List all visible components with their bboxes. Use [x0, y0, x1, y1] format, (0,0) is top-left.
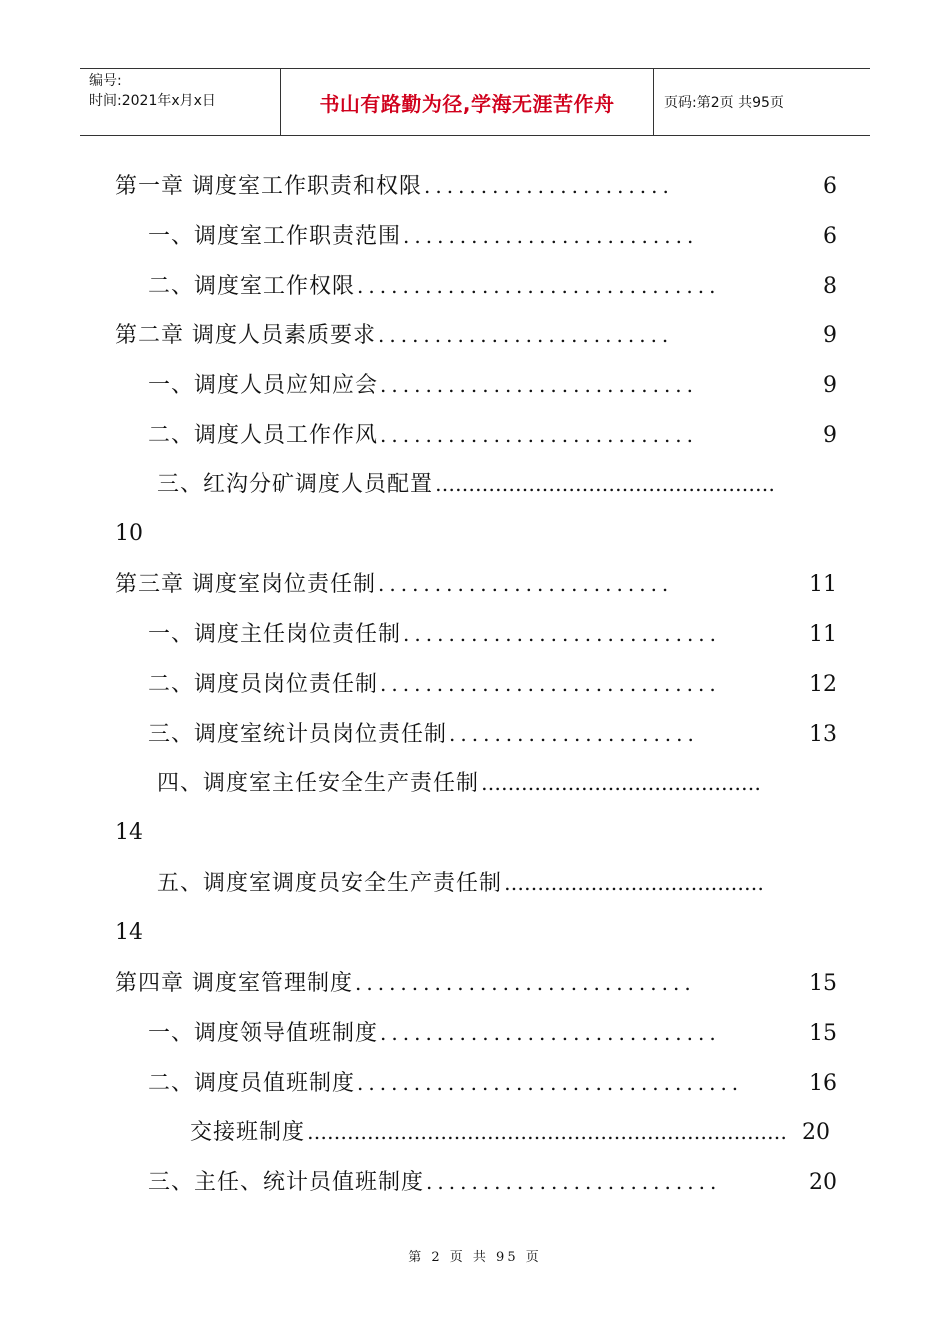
toc-entry-leader: .............................. [380, 672, 721, 696]
toc-entry-title: 二、调度室工作权限 [148, 274, 356, 299]
toc-entry-title: 四、调度室主任安全生产责任制 [157, 771, 480, 796]
toc-entry-page: 9 [823, 373, 837, 398]
toc-entry-title: 一、调度主任岗位责任制 [148, 622, 402, 647]
toc-entry-leader: ……………………………………………………………… [307, 1120, 788, 1144]
toc-entry[interactable] [190, 1117, 830, 1147]
header-motto: 书山有路勤为径,学海无涯苦作舟 [319, 91, 615, 116]
toc-entry[interactable] [148, 420, 837, 450]
header-motto-cell [281, 69, 654, 135]
toc-entry-page: 10 [115, 521, 143, 546]
toc-entry-title: 三、红沟分矿调度人员配置 [157, 472, 434, 497]
header-page-info: 页码:第2页 共95页 [664, 95, 784, 111]
toc-entry-leader: .............................. [380, 1021, 721, 1045]
toc-entry-title: 第一章 调度室工作职责和权限 [115, 174, 422, 199]
toc-entry-title: 交接班制度 [190, 1120, 306, 1145]
toc-entry-page: 6 [823, 224, 837, 249]
toc-entry-leader: ………………………………… [504, 871, 765, 895]
toc-entry-page: 15 [809, 971, 837, 996]
toc-entry-page: 6 [823, 174, 837, 199]
toc-entry-title: 二、调度员值班制度 [148, 1071, 356, 1096]
toc-entry-leader: .......................... [426, 1170, 722, 1194]
toc-entry-page: 12 [809, 672, 837, 697]
toc-entry-page: 20 [802, 1120, 830, 1145]
toc-entry-page: 9 [823, 323, 837, 348]
toc-entry-page: 9 [823, 423, 837, 448]
toc-entry-page: 11 [809, 572, 837, 597]
toc-entry-title: 五、调度室调度员安全生产责任制 [157, 871, 503, 896]
toc-entry-title: 二、调度员岗位责任制 [148, 672, 379, 697]
toc-entry[interactable] [148, 1167, 837, 1197]
toc-entry[interactable] [148, 669, 837, 699]
page-footer: 第 2 页 共 95 页 [408, 1250, 542, 1265]
toc-entry-title: 二、调度人员工作作风 [148, 423, 379, 448]
toc-entry-leader: .......................... [378, 323, 674, 347]
toc-entry-title: 一、调度室工作职责范围 [148, 224, 402, 249]
toc-entry-leader: ...................... [424, 174, 674, 198]
page-header [80, 68, 870, 136]
toc-entry-leader: .............................. [355, 971, 696, 995]
toc-entry[interactable] [148, 719, 837, 749]
toc-entry[interactable] [115, 569, 837, 599]
toc-entry-leader: ............................ [380, 423, 699, 447]
toc-entry-page: 16 [809, 1071, 837, 1096]
toc-entry[interactable] [148, 1068, 837, 1098]
toc-entry-leader: ............................ [403, 622, 722, 646]
toc-entry-leader: ............................ [380, 373, 699, 397]
toc-entry[interactable] [148, 1018, 837, 1048]
toc-entry-title: 第三章 调度室岗位责任制 [115, 572, 376, 597]
toc-entry[interactable] [115, 320, 837, 350]
toc-entry-title: 三、主任、统计员值班制度 [148, 1170, 425, 1195]
toc-entry[interactable] [148, 619, 837, 649]
toc-entry-leader: …………………………………………… [435, 472, 776, 496]
toc-entry-leader: ...................... [449, 722, 699, 746]
toc-entry[interactable] [115, 171, 837, 201]
toc-entry-leader: ................................ [357, 274, 721, 298]
toc-entry-leader: .......................... [403, 224, 699, 248]
toc-entry-page: 8 [823, 274, 837, 299]
header-page-cell [654, 69, 870, 135]
toc-entry[interactable] [148, 370, 837, 400]
toc-entry-page: 13 [809, 722, 837, 747]
toc-entry-page: 11 [809, 622, 837, 647]
toc-entry-leader: …………………………………… [481, 771, 762, 795]
document-time-label: 时间:2021年x月x日 [89, 93, 216, 109]
header-meta-cell [80, 69, 281, 135]
toc-entry[interactable] [157, 868, 837, 898]
toc-entry[interactable] [148, 221, 837, 251]
toc-entry[interactable] [115, 968, 837, 998]
toc-entry-title: 三、调度室统计员岗位责任制 [148, 722, 448, 747]
toc-entry-page: 15 [809, 1021, 837, 1046]
toc-entry-title: 一、调度领导值班制度 [148, 1021, 379, 1046]
toc-entry[interactable] [148, 271, 837, 301]
document-number-label: 编号: [89, 73, 122, 89]
toc-entry-leader: .................................. [357, 1071, 744, 1095]
toc-entry-page: 20 [809, 1170, 837, 1195]
toc-entry-title: 第四章 调度室管理制度 [115, 971, 353, 996]
toc-entry-page: 14 [115, 820, 143, 845]
toc-entry[interactable] [157, 768, 837, 798]
toc-entry-page: 14 [115, 920, 143, 945]
toc-entry[interactable] [157, 469, 837, 499]
toc-entry-leader: .......................... [378, 572, 674, 596]
toc-entry-title: 一、调度人员应知应会 [148, 373, 379, 398]
toc-entry-title: 第二章 调度人员素质要求 [115, 323, 376, 348]
